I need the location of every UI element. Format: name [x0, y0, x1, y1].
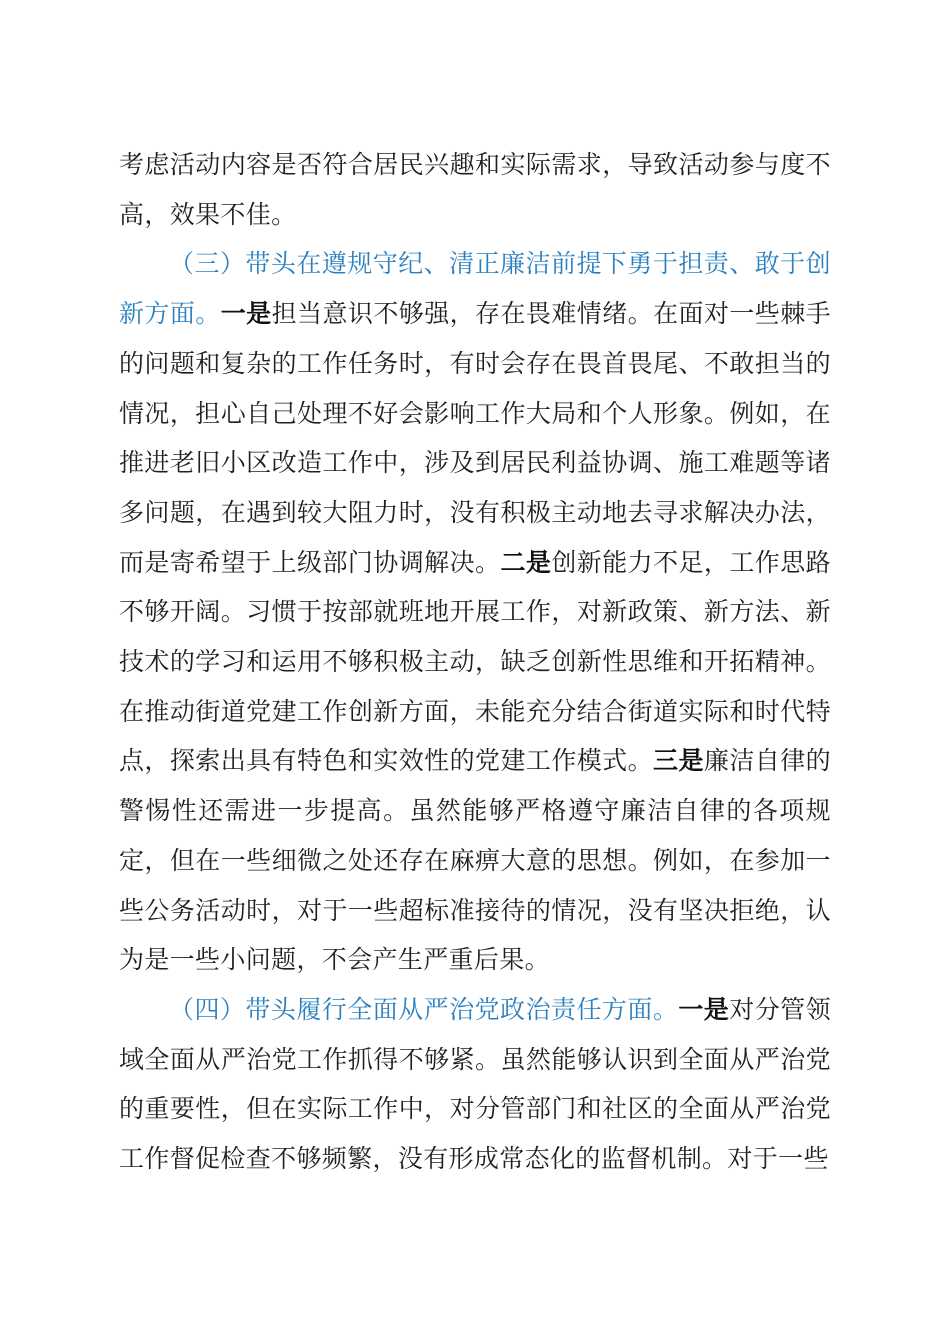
document-body [119, 140, 831, 1184]
text-run: 廉洁自律的警惕性还需进一步提高。虽然能够严格遵守廉洁自律的各项规定，但在一些细微之处还存在麻痹大意的思想。例如，在参加一些公务活动时，对于一些超标准接待的情况，没有坚决拒绝，认为是一些小问题，不会产生严重后果。 [119, 746, 831, 975]
point-marker-one: 一是 [220, 299, 272, 329]
point-marker-two: 二是 [500, 547, 552, 577]
text-run: 对分管领域全面从严治党工作抓得不够紧。虽然能够认识到全面从严治党的重要性，但在实际工作中，对分管部门和社区的全面从严治党工作督促检查不够频繁，没有形成常态化的监督机制。对于一些 [119, 994, 831, 1174]
paragraph-continuation [119, 140, 831, 239]
text-run: 创新能力不足，工作思路不够开阔。习惯于按部就班地开展工作，对新政策、新方法、新技术的学习和运用不够积极主动，缺乏创新性思维和开拓精神。在推动街道党建工作创新方面，未能充分结合街道实际和时代特点，探索出具有特色和实效性的党建工作模式。 [119, 547, 831, 776]
paragraph-section-three [119, 239, 831, 985]
text-run: 担当意识不够强，存在畏难情绪。在面对一些棘手的问题和复杂的工作任务时，有时会存在畏首畏尾、不敢担当的情况，担心自己处理不好会影响工作大局和个人形象。例如，在推进老旧小区改造工作中，涉及到居民利益协调、施工难题等诸多问题，在遇到较大阻力时，没有积极主动地去寻求解决办法，而是寄希望于上级部门协调解决。 [119, 299, 832, 577]
section-heading-four: （四）带头履行全面从严治党政治责任方面。 [169, 994, 679, 1024]
point-marker-three: 三是 [653, 746, 704, 776]
point-marker-one: 一是 [678, 994, 730, 1024]
paragraph-section-four [119, 985, 831, 1184]
section-heading-three: （三）带头在遵规守纪、清正廉洁前提下勇于担责、敢于创新方面。 [119, 249, 831, 329]
text-run: 考虑活动内容是否符合居民兴趣和实际需求，导致活动参与度不高，效果不佳。 [119, 150, 831, 229]
